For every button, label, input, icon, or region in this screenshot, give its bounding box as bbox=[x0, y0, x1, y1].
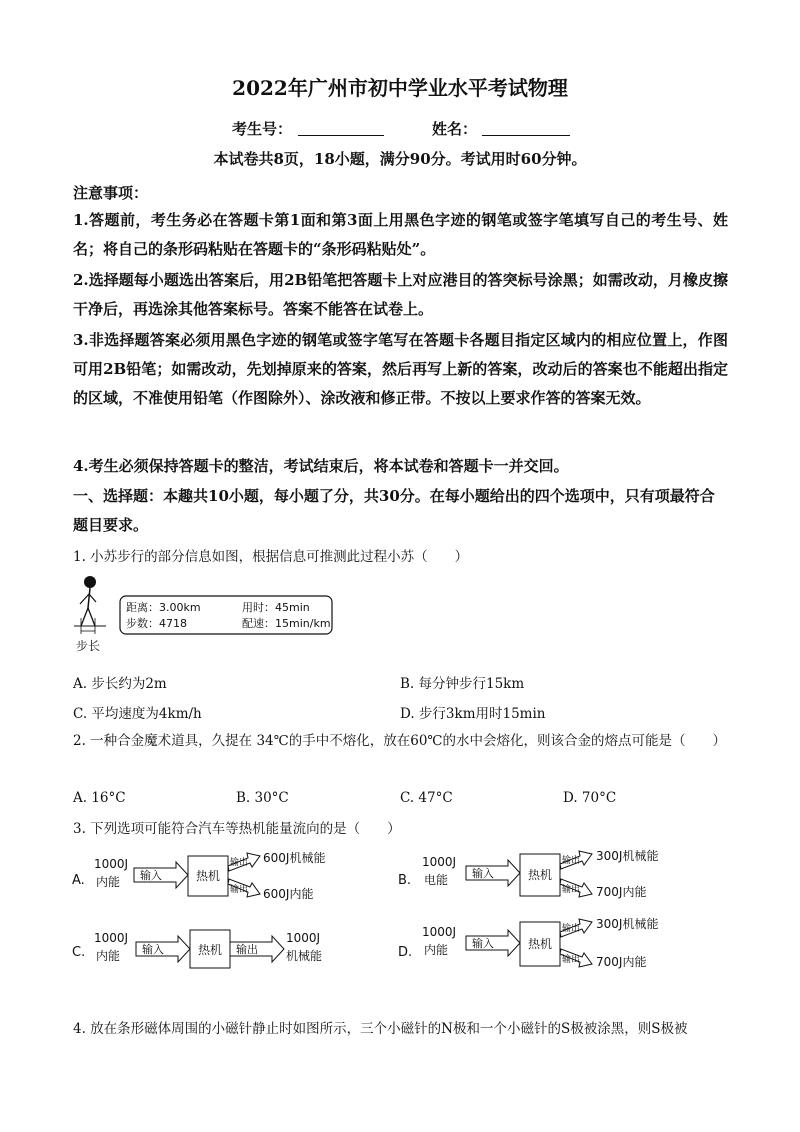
q1-option-d[interactable]: D. 步行3km用时15min bbox=[400, 706, 546, 722]
q3-d-output-2: 700J内能 bbox=[596, 955, 647, 969]
q3-c-source-type: 内能 bbox=[96, 949, 121, 963]
q3-d-source-type: 内能 bbox=[424, 943, 449, 957]
q3-b-engine-label: 热机 bbox=[528, 868, 553, 882]
q3-option-d-diagram[interactable] bbox=[396, 914, 706, 976]
q3-a-source-type: 内能 bbox=[96, 875, 121, 889]
question-1-stem: 1. 小苏步行的部分信息如图，根据信息可推测此过程小苏（ ） bbox=[73, 549, 469, 565]
notes-heading: 注意事项： bbox=[73, 184, 149, 202]
q3-d-letter: D. bbox=[398, 945, 413, 960]
q3-a-engine-label: 热机 bbox=[196, 869, 221, 883]
q3-d-input-label: 输入 bbox=[472, 937, 494, 950]
question-2-stem: 2. 一种合金魔术道具，久提在 34℃的手中不熔化，放在60℃的水中会熔化，则该合金的熔点可能是（ ） bbox=[73, 733, 727, 749]
q2-option-d[interactable]: D. 70°C bbox=[563, 790, 617, 806]
steps-readout: 步数：4718 bbox=[126, 617, 187, 630]
q3-b-output-1: 300J机械能 bbox=[596, 849, 659, 863]
q3-a-input-label: 输入 bbox=[140, 869, 162, 882]
q3-option-c-diagram[interactable] bbox=[70, 926, 370, 976]
q3-a-output-1: 600J机械能 bbox=[263, 851, 326, 865]
q3-b-output-label-bottom: 输出 bbox=[562, 885, 581, 895]
q1-option-b[interactable]: B. 每分钟步行15km bbox=[400, 676, 525, 692]
q3-c-engine-label: 热机 bbox=[198, 943, 223, 957]
question-3-stem: 3. 下列选项可能符合汽车等热机能量流向的是（ ） bbox=[73, 821, 401, 837]
q3-d-output-1: 300J机械能 bbox=[596, 917, 659, 931]
q3-a-source-amount: 1000J bbox=[94, 857, 129, 871]
distance-readout: 距离：3.00km bbox=[126, 601, 201, 614]
q3-a-output-2: 600J内能 bbox=[263, 887, 314, 901]
page-title: 2022年广州市初中学业水平考试物理 bbox=[232, 76, 568, 100]
q3-b-output-label-top: 输出 bbox=[562, 856, 581, 866]
q3-c-source-amount: 1000J bbox=[94, 931, 129, 945]
q1-option-a[interactable]: A. 步长约为2m bbox=[73, 676, 167, 692]
candidate-id-blank[interactable] bbox=[298, 119, 384, 136]
q3-option-a-diagram[interactable] bbox=[70, 848, 370, 908]
exam-meta: 本试卷共8页，18小题，满分90分。考试用时60分钟。 bbox=[213, 150, 587, 168]
candidate-name-blank[interactable] bbox=[482, 119, 570, 136]
q3-b-input-label: 输入 bbox=[472, 867, 494, 880]
q2-option-c[interactable]: C. 47°C bbox=[400, 790, 453, 806]
q3-b-letter: B. bbox=[398, 873, 412, 888]
pace-readout: 配速：15min/km bbox=[242, 617, 331, 630]
q3-d-source-amount: 1000J bbox=[422, 925, 457, 939]
q3-option-b-diagram[interactable] bbox=[396, 846, 706, 908]
section-heading: 一、选择题：本趣共10小题，每小题了分，共30分。在每小题给出的四个选项中，只有项最符合题目要求。 bbox=[73, 487, 715, 534]
q3-a-letter: A. bbox=[72, 873, 85, 888]
walker-icon bbox=[74, 576, 106, 634]
q3-c-output-1: 1000J bbox=[286, 931, 321, 945]
note-item-1: 1.答题前，考生务必在答题卡第1面和第3面上用黑色字迹的钢笔或签字笔填写自己的考生号、姓名；将自己的条形码粘贴在答题卡的“条形码粘贴处”。 bbox=[73, 211, 728, 258]
time-readout: 用时：45min bbox=[242, 601, 310, 614]
q3-c-input-label: 输入 bbox=[142, 943, 164, 956]
q3-d-output-label-top: 输出 bbox=[562, 924, 581, 934]
q3-a-output-label-top: 输出 bbox=[230, 858, 249, 868]
note-item-2: 2.选择题每小题选出答案后，用2B铅笔把答题卡上对应港目的答突标号涂黑；如需改动，月橡皮擦干净后，再选涂其他答案标号。答案不能答在试卷上。 bbox=[73, 271, 728, 318]
question-4-stem: 4. 放在条形磁体周围的小磁针静止时如图所示，三个小磁针的N极和一个小磁针的S极被涂黑，则S极被 bbox=[73, 1021, 688, 1037]
q2-option-b[interactable]: B. 30°C bbox=[236, 790, 289, 806]
candidate-name-label: 姓名： bbox=[432, 120, 478, 138]
walking-info-figure bbox=[68, 574, 348, 654]
q3-c-letter: C. bbox=[72, 945, 86, 960]
q3-b-source-amount: 1000J bbox=[422, 855, 457, 869]
q3-b-output-2: 700J内能 bbox=[596, 885, 647, 899]
q3-b-source-type: 电能 bbox=[424, 873, 449, 887]
q3-d-output-label-bottom: 输出 bbox=[562, 955, 581, 965]
q3-d-engine-label: 热机 bbox=[528, 937, 553, 951]
candidate-id-label: 考生号： bbox=[232, 120, 293, 138]
step-length-label: 步长 bbox=[76, 639, 101, 653]
note-item-3: 3.非选择题答案必须用黑色字迹的钢笔或签字笔写在答题卡各题目指定区域内的相应位置上，作图可用2B铅笔；如需改动，先划掉原来的答案，然后再写上新的答案，改动后的答案也不能超出指定的区域，不准使用铅笔（作图除外）、涂改液和修正带。不按以上要求作答的答案无效。 bbox=[73, 331, 728, 407]
note-item-4: 4.考生必须保持答题卡的整洁，考试结束后，将本试卷和答题卡一并交回。 bbox=[73, 457, 569, 475]
q3-c-output-label: 输出 bbox=[236, 943, 258, 956]
q3-a-output-label-bottom: 输出 bbox=[230, 885, 249, 895]
q1-option-c[interactable]: C. 平均速度为4km/h bbox=[73, 706, 202, 722]
q3-c-output-2: 机械能 bbox=[286, 949, 323, 963]
q2-option-a[interactable]: A. 16°C bbox=[73, 790, 126, 806]
